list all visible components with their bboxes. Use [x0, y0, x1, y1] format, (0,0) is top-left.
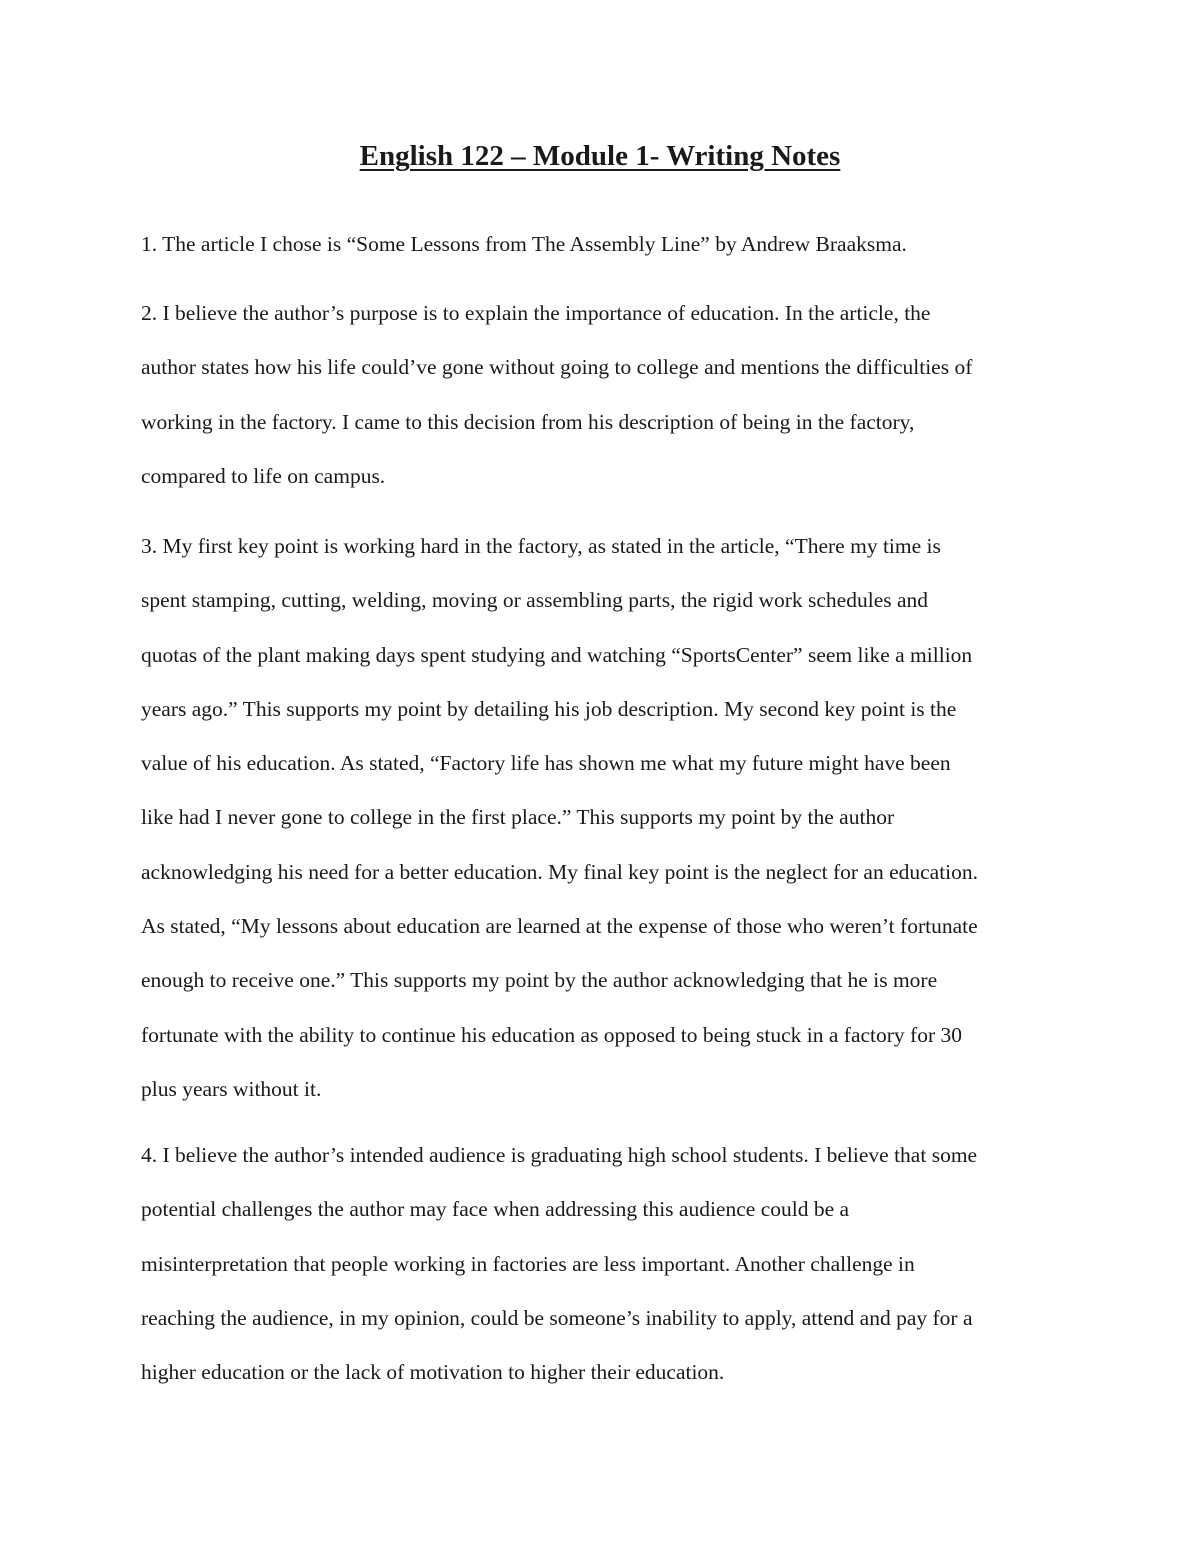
- answer-paragraph-3: [141, 519, 1061, 1116]
- paragraph-line: acknowledging his need for a better education. My final key point is the neglect for an education.: [141, 859, 979, 884]
- answer-paragraph-2: [141, 286, 1061, 503]
- paragraph-line: like had I never gone to college in the first place.” This supports my point by the author: [141, 805, 895, 830]
- paragraph-line: 2. I believe the author’s purpose is to explain the importance of education. In the article, the: [141, 301, 931, 325]
- paragraph-line: years ago.” This supports my point by detailing his job description. My second key point is the: [141, 696, 957, 721]
- paragraph-line: 1. The article I chose is “Some Lessons from The Assembly Line” by Andrew Braaksma.: [141, 232, 907, 256]
- paragraph-line: reaching the audience, in my opinion, could be someone’s inability to apply, attend and pay for a: [141, 1305, 973, 1330]
- paragraph-line: misinterpretation that people working in factories are less important. Another challenge in: [141, 1251, 915, 1276]
- paragraph-line: quotas of the plant making days spent studying and watching “SportsCenter” seem like a million: [141, 642, 973, 667]
- paragraph-line: compared to life on campus.: [141, 463, 386, 488]
- paragraph-line: author states how his life could’ve gone without going to college and mentions the difficulties of: [141, 355, 973, 380]
- paragraph-line: spent stamping, cutting, welding, moving or assembling parts, the rigid work schedules and: [141, 588, 929, 613]
- paragraph-line: As stated, “My lessons about education are learned at the expense of those who weren’t fortunate: [141, 914, 978, 939]
- paragraph-line: plus years without it.: [141, 1076, 322, 1101]
- paragraph-line: value of his education. As stated, “Factory life has shown me what my future might have been: [141, 751, 951, 776]
- paragraph-line: working in the factory. I came to this decision from his description of being in the factory,: [141, 409, 915, 434]
- paragraph-line: 4. I believe the author’s intended audience is graduating high school students. I believe that some: [141, 1143, 978, 1167]
- paragraph-line: enough to receive one.” This supports my point by the author acknowledging that he is more: [141, 968, 938, 993]
- answer-paragraph-4: [141, 1128, 1061, 1399]
- answer-paragraph-1: [141, 217, 1061, 271]
- paragraph-line: 3. My first key point is working hard in the factory, as stated in the article, “There my time is: [141, 534, 941, 558]
- document-title: English 122 – Module 1- Writing Notes: [359, 140, 841, 172]
- paragraph-line: higher education or the lack of motivation to higher their education.: [141, 1360, 725, 1385]
- paragraph-line: fortunate with the ability to continue his education as opposed to being stuck in a factory for 30: [141, 1022, 962, 1047]
- paragraph-line: potential challenges the author may face when addressing this audience could be a: [141, 1197, 850, 1222]
